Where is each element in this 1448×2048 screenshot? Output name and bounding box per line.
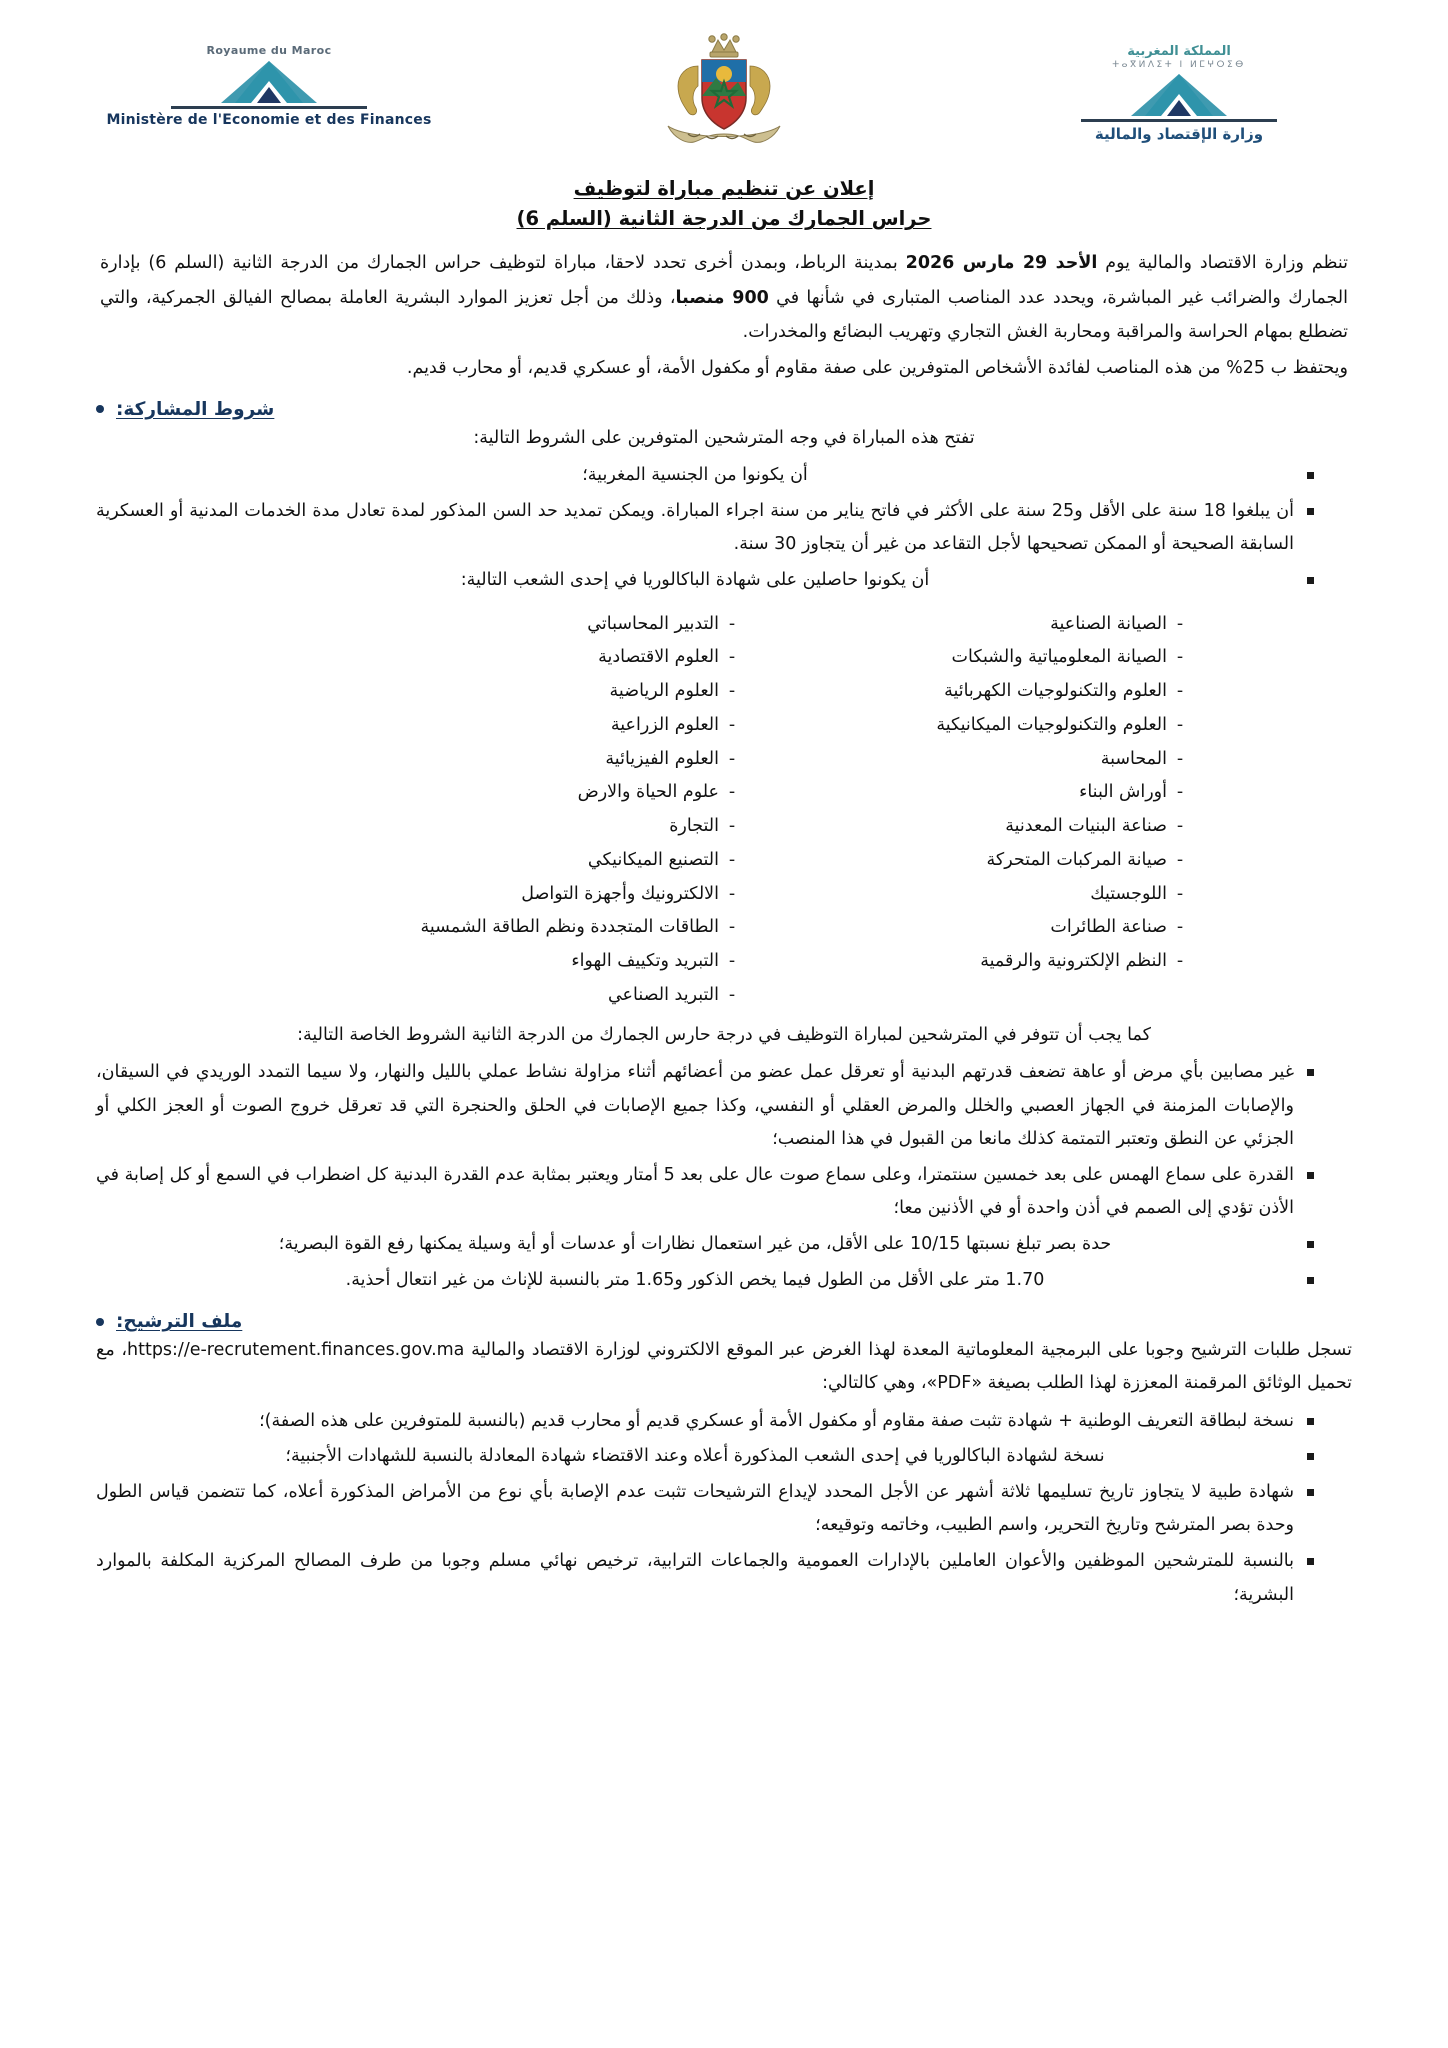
dash-marker-icon: - (728, 917, 736, 938)
page-title (96, 174, 1352, 234)
specialization-label: صيانة المركبات المتحركة (986, 849, 1167, 870)
specialization-item (315, 608, 745, 642)
specialization-label: التصنيع الميكانيكي (587, 849, 719, 870)
special-condition-item: غير مصابين بأي مرض أو عاهة تضعف قدرتهم البدنية أو تعرقل عمل عضو من أعضائهم أثناء مزاولة نشاط عملي بالليل والنهار، ولا سيما التمدد الوريدي في السيقان، والإصابات المزمنة في الجهاز العصبي والخلل والمرض العقلي أو النفسي، وكذا جميع الإصابات في الحلق والحنجرة التي قد تعرقل خروج الصوت أو العجز الكلي أو الجزئي عن النطق وتعتبر التمتمة كذلك مانعا من القبول في هذا المنصب؛ (96, 1056, 1316, 1157)
mountain-triangle-icon (217, 59, 321, 105)
specialization-item (763, 743, 1193, 777)
title-line-2: حراس الجمارك من الدرجة الثانية (السلم 6) (516, 207, 932, 231)
dash-marker-icon: - (1176, 681, 1184, 702)
dash-marker-icon: - (728, 849, 736, 870)
specialization-label: العلوم والتكنولوجيات الكهربائية (944, 681, 1167, 702)
specialization-label: التجارة (669, 816, 719, 837)
specialization-item (315, 709, 745, 743)
application-lead-part2: ، مع تحميل الوثائق المرقمنة المعززة لهذا الطلب بصيغة «PDF»، وهي كالتالي: (96, 1340, 1352, 1394)
right-ministry-logo (1014, 26, 1344, 143)
dash-marker-icon: - (728, 647, 736, 668)
specialization-item (315, 641, 745, 675)
bullet-dot-icon (96, 1318, 104, 1326)
specialization-item (763, 810, 1193, 844)
special-condition-item: القدرة على سماع الهمس على بعد خمسين سنتمترا، وعلى سماع صوت عال على بعد 5 أمتار ويعتبر بمثابة عدم القدرة البدنية كل اضطراب في السمع أو كل إصابة في الأذن تؤدي إلى الصمم في أذن واحدة أو في الأذنين معا؛ (96, 1159, 1316, 1226)
document-item: شهادة طبية لا يتجاوز تاريخ تسليمها ثلاثة أشهر عن الأجل المحدد لإيداع الترشيحات تثبت عدم الإصابة بأي نوع من الأمراض المذكورة أعلاه، كما تتضمن قياس الطول وحدة بصر المترشح وتاريخ التحرير، واسم الطبيب، وخاتمه وتوقيعه؛ (96, 1476, 1316, 1543)
dash-marker-icon: - (728, 984, 736, 1005)
participation-heading-label: شروط المشاركة: (116, 398, 275, 420)
specialization-label: أوراش البناء (1079, 782, 1167, 803)
dash-marker-icon: - (1176, 883, 1184, 904)
specialization-label: الطاقات المتجددة ونظم الطاقة الشمسية (420, 917, 719, 938)
specialization-label: المحاسبة (1100, 748, 1167, 769)
dash-marker-icon: - (728, 714, 736, 735)
specialization-label: العلوم والتكنولوجيات الميكانيكية (936, 714, 1167, 735)
specialization-label: العلوم الاقتصادية (598, 647, 719, 668)
specializations-right-column (315, 608, 745, 1013)
application-lead-part1: تسجل طلبات الترشيح وجوبا على البرمجية المعلوماتية المعدة لهذا الغرض عبر الموقع الالكتروني لوزارة الاقتصاد والمالية (471, 1340, 1352, 1361)
dash-marker-icon: - (1176, 613, 1184, 634)
special-conditions-list (96, 1056, 1352, 1297)
dash-marker-icon: - (728, 613, 736, 634)
left-ministry-logo (104, 26, 434, 128)
specialization-label: العلوم الفيزيائية (605, 748, 719, 769)
coat-of-arms-icon (644, 30, 804, 156)
right-logo-bottom-text-arabic: وزارة الإقتصاد والمالية (1094, 125, 1264, 143)
dash-marker-icon: - (1176, 647, 1184, 668)
dash-marker-icon: - (728, 681, 736, 702)
specialization-item (763, 608, 1193, 642)
document-header (96, 18, 1352, 158)
specialization-item (763, 945, 1193, 979)
document-item: بالنسبة للمترشحين الموظفين والأعوان العاملين بالإدارات العمومية والجماعات الترابية، ترخيص نهائي مسلم وجوبا من طرف المصالح المركزية المكلفة بالموارد البشرية؛ (96, 1545, 1316, 1612)
special-conditions-lead: كما يجب أن تتوفر في المترشحين لمباراة التوظيف في درجة حارس الجمارك من الدرجة الثانية الشروط الخاصة التالية: (297, 1024, 1151, 1045)
dash-marker-icon: - (728, 883, 736, 904)
application-lead-text (96, 1334, 1352, 1401)
intro-p1-middle: بمدينة الرباط، وبمدن أخرى تحدد لاحقا، مباراة لتوظيف حراس الجمارك من الدرجة الثانية (السلم 6) بإدارة الجمارك والضرائب غير المباشرة، ويحدد عدد المناصب المتبارى في شأنها في (100, 253, 1349, 308)
specialization-label: الالكترونيك وأجهزة التواصل (521, 883, 719, 904)
specialization-item (763, 641, 1193, 675)
condition-item: أن يبلغوا 18 سنة على الأقل و25 سنة على الأكثر في فاتح يناير من سنة اجراء المباراة. ويمكن تمديد حد السن المذكور لمدة تعادل مدة الخدمات المدنية أو العسكرية السابقة الصحيحة أو الممكن تصحيحها لأجل التقاعد من غير أن يتجاوز 30 سنة. (96, 495, 1316, 562)
participation-lead-text: تفتح هذه المباراة في وجه المترشحين المتوفرين على الشروط التالية: (473, 427, 975, 448)
specialization-label: علوم الحياة والارض (577, 782, 719, 803)
specialization-item (315, 675, 745, 709)
left-logo-divider (171, 106, 367, 109)
specialization-label: العلوم الزراعية (610, 714, 719, 735)
specialization-item (315, 911, 745, 945)
dash-marker-icon: - (1176, 917, 1184, 938)
special-condition-item: حدة بصر تبلغ نسبتها 10/15 على الأقل، من غير استعمال نظارات أو عدسات أو أية وسيلة يمكنها رفع القوة البصرية؛ (96, 1228, 1316, 1262)
specialization-label: صناعة الطائرات (1050, 917, 1167, 938)
specialization-item (315, 979, 745, 1013)
left-logo-top-text: Royaume du Maroc (206, 44, 332, 57)
right-logo-top-text-arabic: المملكة المغربية (1127, 44, 1231, 59)
specialization-item (763, 844, 1193, 878)
specialization-item (763, 878, 1193, 912)
section-application-file (96, 1311, 1352, 1332)
specialization-label: الصيانة المعلومياتية والشبكات (951, 647, 1167, 668)
specialization-label: العلوم الرياضية (609, 681, 719, 702)
e-recruitment-url[interactable]: https://e-recrutement.finances.gov.ma (127, 1340, 465, 1361)
dash-marker-icon: - (1176, 816, 1184, 837)
specialization-item (315, 743, 745, 777)
condition-item: أن يكونوا حاصلين على شهادة الباكالوريا في إحدى الشعب التالية: (96, 564, 1316, 598)
specialization-label: صناعة البنيات المعدنية (1005, 816, 1167, 837)
intro-paragraph-1 (100, 246, 1348, 348)
specialization-label: التدبير المحاسباتي (587, 613, 719, 634)
title-line-1: إعلان عن تنظيم مباراة لتوظيف (573, 177, 875, 200)
dash-marker-icon: - (1176, 714, 1184, 735)
specialization-item (315, 945, 745, 979)
specializations-left-column (763, 608, 1193, 1013)
application-heading-label: ملف الترشيح: (116, 1311, 243, 1333)
specialization-item (763, 709, 1193, 743)
dash-marker-icon: - (1176, 748, 1184, 769)
special-condition-item: 1.70 متر على الأقل من الطول فيما يخص الذكور و1.65 متر بالنسبة للإناث من غير انتعال أحذية. (96, 1264, 1316, 1298)
dash-marker-icon: - (728, 951, 736, 972)
specialization-item (763, 776, 1193, 810)
specialization-label: التبريد وتكييف الهواء (571, 951, 719, 972)
intro-paragraphs (96, 246, 1352, 385)
specialization-item (315, 844, 745, 878)
dash-marker-icon: - (728, 748, 736, 769)
right-logo-divider (1081, 119, 1277, 122)
specialization-label: الصيانة الصناعية (1050, 613, 1167, 634)
dash-marker-icon: - (728, 816, 736, 837)
specialization-label: التبريد الصناعي (607, 984, 719, 1005)
participation-conditions-list (96, 459, 1352, 597)
competition-date: الأحد 29 مارس 2026 (905, 253, 1098, 274)
number-of-posts: 900 منصبا (675, 287, 769, 308)
specialization-item (315, 878, 745, 912)
left-logo-bottom-text: Ministère de l'Economie et des Finances (106, 112, 432, 128)
document-item: نسخة لبطاقة التعريف الوطنية + شهادة تثبت صفة مقاوم أو مكفول الأمة أو عسكري قديم أو محارب قديم (بالنسبة للمتوفرين على هذه الصفة)؛ (96, 1405, 1316, 1439)
dash-marker-icon: - (1176, 782, 1184, 803)
condition-item: أن يكونوا من الجنسية المغربية؛ (96, 459, 1316, 493)
specialization-item (763, 675, 1193, 709)
dash-marker-icon: - (1176, 951, 1184, 972)
specializations-two-column-list (96, 608, 1352, 1013)
mountain-triangle-icon-right (1127, 72, 1231, 118)
right-logo-tifinagh-text: ⵜⴰⴳⵍⴷⵉⵜ ⵏ ⵍⵎⵖⵔⵉⴱ (1112, 60, 1246, 70)
intro-p1-after: ، وذلك من أجل تعزيز الموارد البشرية العاملة بمصالح الفيالق الجمركية، والتي تضطلع بمهام الحراسة والمراقبة ومحاربة الغش التجاري وتهريب البضائع والمخدرات. (100, 287, 1348, 342)
intro-p1-before-date: تنظم وزارة الاقتصاد والمالية يوم (1097, 253, 1348, 274)
document-item: نسخة لشهادة الباكالوريا في إحدى الشعب المذكورة أعلاه وعند الاقتضاء شهادة المعادلة بالنسبة للشهادات الأجنبية؛ (96, 1440, 1316, 1474)
specialization-label: النظم الإلكترونية والرقمية (980, 951, 1167, 972)
specialization-item (315, 810, 745, 844)
bullet-dot-icon (96, 405, 104, 413)
specialization-item (763, 911, 1193, 945)
dash-marker-icon: - (728, 782, 736, 803)
section-participation-conditions (96, 399, 1352, 420)
dash-marker-icon: - (1176, 849, 1184, 870)
moroccan-coat-of-arms-emblem (624, 26, 824, 156)
specialization-item (315, 776, 745, 810)
application-documents-list (96, 1405, 1352, 1613)
intro-paragraph-2: ويحتفظ ب 25% من هذه المناصب لفائدة الأشخاص المتوفرين على صفة مقاوم أو مكفول الأمة، أو عسكري قديم، أو محارب قديم. (406, 357, 1348, 378)
specialization-label: اللوجستيك (1090, 883, 1167, 904)
